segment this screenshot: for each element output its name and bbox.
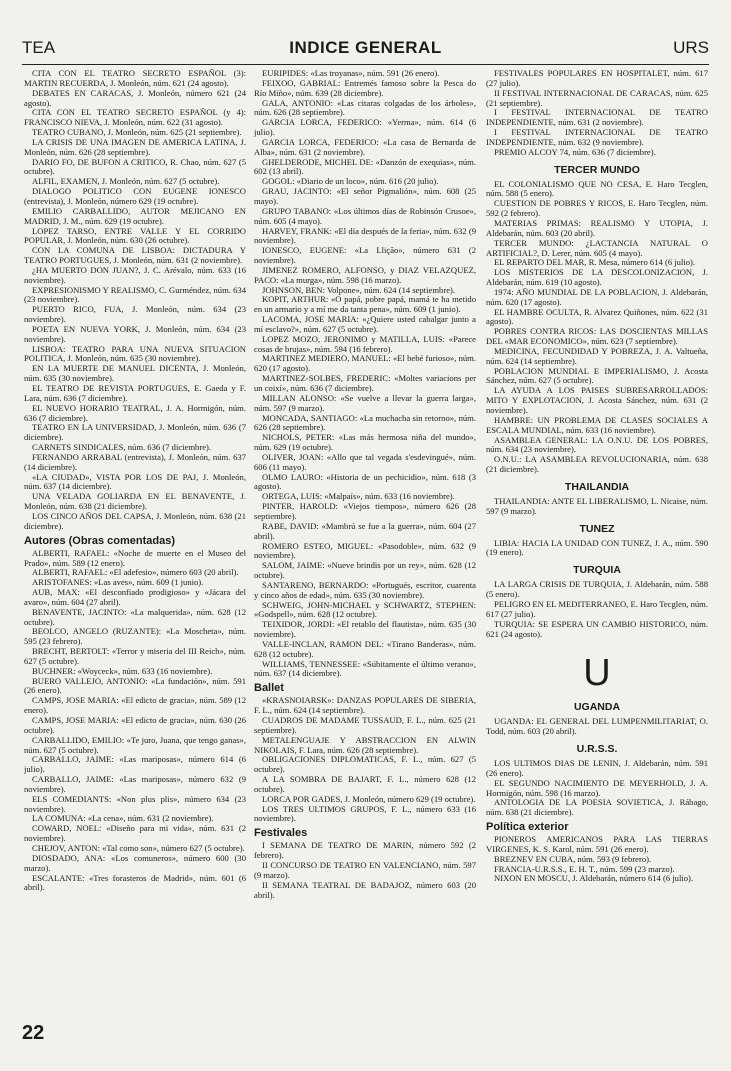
index-entry: TERCER MUNDO: ¿LACTANCIA NATURAL O ARTIFICIAL?, D. Lerer, núm. 605 (4 mayo). — [486, 237, 708, 258]
index-entry: FERNANDO ARRABAL (entrevista), J. Monleón, núm. 637 (14 diciembre). — [24, 451, 246, 472]
index-entry: ANTOLOGIA DE LA POESIA SOVIETICA, J. Rábago, núm. 638 (21 diciembre). — [486, 797, 708, 818]
header-left-guideword: TEA — [22, 38, 56, 57]
index-entry: GARCIA LORCA, FEDERICO: «La casa de Bernarda de Alba», núm. 631 (2 noviembre). — [254, 136, 476, 157]
index-entry: LA LARGA CRISIS DE TURQUIA, J. Aldebarán, núm. 588 (5 enero). — [486, 579, 708, 600]
index-entry: GALA, ANTONIO: «Las citaras colgadas de los árboles», núm. 626 (28 septiembre). — [254, 97, 476, 118]
index-entry: EL REPARTO DEL MAR, R. Mesa, número 614 (6 julio). — [494, 257, 696, 268]
index-entry: HAMBRE: UN PROBLEMA DE CLASES SOCIALES A ESCALA MUNDIAL, núm. 633 (16 noviembre). — [486, 414, 708, 435]
index-entry: CAMPS, JOSE MARIA: «El edicto de gracia», núm. 630 (26 octubre). — [24, 715, 246, 735]
index-entry: EXPRESIONISMO Y REALISMO, C. Gurméndez, núm. 634 (23 noviembre). — [24, 284, 246, 305]
index-entry: ALFIL, EXAMEN, J. Monleón, núm. 627 (5 octubre). — [32, 176, 220, 187]
index-entry: SALOM, JAIME: «Nueve brindis por un rey», núm. 628 (12 octubre). — [254, 560, 476, 581]
index-entry: LOPEZ MOZO, JERONIMO y MATILLA, LUIS: «Parece cosas de brujas», núm. 594 (16 febrero). — [254, 333, 476, 354]
tercer-mundo-list — [486, 180, 708, 475]
index-entry: LOS ULTIMOS DIAS DE LENIN, J. Aldebarán, núm. 591 (26 enero). — [486, 758, 708, 778]
uganda-list — [486, 717, 708, 737]
index-entry: PINTER, HAROLD: «Viejos tiempos», número 626 (28 septiembre). — [254, 501, 476, 521]
index-entry: ROMERO ESTEO, MIGUEL: «Pasodoble», núm. 632 (9 noviembre). — [254, 540, 476, 561]
index-entry: TEATRO EN LA UNIVERSIDAD, J. Monleón, núm. 636 (7 diciembre). — [24, 422, 246, 443]
section-letter-u: U — [583, 652, 611, 695]
page-header — [22, 38, 709, 62]
index-entry: EL HAMBRE OCULTA, R. Alvarez Quiñones, núm. 622 (31 agosto). — [486, 306, 708, 327]
politica-exterior-heading: Política exterior — [486, 821, 569, 834]
index-entry: POETA EN NUEVA YORK, J. Monleón, núm. 634 (23 noviembre). — [24, 323, 246, 344]
index-entry: KOPIT, ARTHUR: «O papá, pobre papá, mamá te ha metido en un armario y a mí me da tanta pena», núm. 609 (1 junio). — [254, 294, 476, 315]
uganda-heading: UGANDA — [573, 701, 621, 714]
index-entry: BRECHT, BERTOLT: «Terror y miseria del III Reich», núm. 627 (5 octubre). — [24, 646, 246, 666]
index-entry: ¿HA MUERTO DON JUAN?, J. C. Arévalo, núm. 633 (16 noviembre). — [24, 264, 246, 285]
index-entry: EMILIO CARBALLIDO, AUTOR MEJICANO EN MADRID, J. M., núm. 629 (19 octubre). — [24, 205, 246, 226]
header-rule — [22, 64, 709, 65]
index-entry: JOHNSON, BEN: Volpone», núm. 624 (14 septiembre). — [262, 284, 456, 295]
index-entry: I FESTIVAL INTERNACIONAL DE TEATRO INDEPENDIENTE, núm. 631 (2 noviembre). — [486, 107, 708, 128]
index-entry: GRUPO TABANO: «Los últimos días de Robinsón Crusoe», núm. 605 (4 mayo). — [254, 205, 476, 226]
index-entry: ALBERTI, RAFAEL: «Noche de muerte en el Museo del Prado», núm. 589 (12 enero). — [24, 547, 246, 568]
index-entry: LACOMA, JOSE MARIA: «¿Quiere usted cabalgar junto a mí esclavo?», núm. 627 (5 octubre). — [254, 314, 476, 334]
index-entry: ELS COMEDIANTS: «Non plus plis», número 634 (23 noviembre). — [24, 793, 246, 814]
teatro-list — [24, 69, 246, 532]
index-entry: PELIGRO EN EL MEDITERRANEO, E. Haro Tecglen, núm. 617 (27 julio). — [486, 598, 708, 619]
index-entry: LA AYUDA A LOS PAISES SUBRESARROLLADOS: MITO Y EXPLOTACION, J. Acosta Sánchez, núm. 631 (2 noviembre). — [486, 385, 708, 415]
column-1 — [24, 69, 246, 1029]
index-entry: TEIXIDOR, JORDI: «El retablo del flautista», núm. 635 (30 noviembre). — [254, 619, 476, 640]
column-3 — [486, 69, 708, 1029]
index-entry: EN LA MUERTE DE MANUEL DICENTA, J. Monleón, núm. 635 (30 noviembre). — [24, 363, 246, 384]
index-entry: DIALOGO POLITICO CON EUGENE IONESCO (entrevista), J. Monleón, número 629 (19 octubre). — [24, 186, 246, 206]
index-entry: BUERO VALLEJO, ANTONIO: «La fundación», núm. 591 (26 enero). — [24, 675, 246, 696]
festivales-heading: Festivales — [254, 827, 308, 840]
column-2 — [254, 69, 476, 1029]
index-entry: CAMPS, JOSE MARIA: «El edicto de gracia», núm. 589 (12 enero). — [24, 695, 246, 716]
index-entry: O.N.U.: LA ASAMBLEA REVOLUCIONARIA, núm. 638 (21 diciembre). — [486, 454, 708, 475]
index-entry: DIOSDADO, ANA: «Los comuneros», número 600 (30 marzo). — [24, 852, 246, 873]
index-entry: ASAMBLEA GENERAL: LA O.N.U. DE LOS POBRES, núm. 634 (23 noviembre). — [486, 434, 708, 455]
index-entry: HARVEY, FRANK: «El día después de la feria», núm. 632 (9 noviembre). — [254, 225, 476, 246]
urss-list — [486, 759, 708, 818]
index-entry: PIONEROS AMERICANOS PARA LAS TIERRAS VIRGENES, K. S. Karol, núm. 591 (26 enero). — [486, 834, 708, 854]
index-entry: ESCALANTE: «Tres forasteros de Madrid», núm. 601 (6 abril). — [24, 872, 246, 893]
index-entry: UNA VELADA GOLIARDA EN EL BENAVENTE, J. Monleón, núm. 638 (21 diciembre). — [24, 491, 246, 512]
index-entry: LOS MISTERIOS DE LA DESCOLONIZACION, J. Aldebarán, núm. 619 (10 agosto). — [486, 267, 708, 288]
index-entry: OLIVER, JOAN: «Allo que tal vegada s'esdevingué», núm. 606 (11 mayo). — [254, 451, 476, 472]
index-entry: BREZNEV EN CUBA, núm. 593 (9 febrero). — [494, 853, 652, 864]
index-entry: LA CRISIS DE UNA IMAGEN DE AMERICA LATINA, J. Monleón, núm. 626 (28 septiembre). — [24, 136, 246, 157]
header-right-guideword: URS — [673, 38, 709, 57]
politica-exterior-list — [486, 835, 708, 884]
index-entry: NIXON EN MOSCU, J. Aldebarán, número 614 (6 julio). — [494, 873, 694, 884]
index-entry: CITA CON EL TEATRO SECRETO ESPAÑOL (3): MARTIN RECUERDA, J. Monleón, núm. 621 (24 agosto). — [24, 69, 246, 88]
index-entry: CUESTION DE POBRES Y RICOS, E. Haro Tecglen, núm. 592 (2 febrero). — [486, 198, 708, 219]
index-entry: TURQUIA: SE ESPERA UN CAMBIO HISTORICO, núm. 621 (24 agosto). — [486, 618, 708, 639]
index-entry: GRAU, JACINTO: «El señor Pigmalión», núm. 608 (25 mayo). — [254, 186, 476, 206]
index-entry: LIBIA: HACIA LA UNIDAD CON TUNEZ, J. A., núm. 590 (19 enero). — [486, 537, 708, 558]
index-entry: GARCIA LORCA, FEDERICO: «Yerma», núm. 614 (6 julio). — [254, 117, 476, 138]
index-entry: OLMO LAURO: «Historia de un pechicidio», núm. 618 (3 agosto). — [254, 471, 476, 492]
index-entry: FEIXOO, GABRIAL: Entremés famoso sobre la Pesca do Río Miño», núm. 639 (28 diciembre). — [254, 77, 476, 98]
index-entry: LOS CINCO AÑOS DEL CAPSA, J. Monleón, núm. 638 (21 diciembre). — [24, 510, 246, 531]
urss-heading: U.R.S.S. — [576, 743, 618, 756]
index-entry: CARBALLO, JAIME: «Las mariposas», número 632 (9 noviembre). — [24, 774, 246, 794]
index-entry: RABE, DAVID: «Mambrú se fue a la guerra», núm. 604 (27 abril). — [254, 520, 476, 541]
tunez-list — [486, 539, 708, 559]
index-entry: GHELDERODE, MICHEL DE: «Danzón de exequias», núm. 602 (13 abril). — [254, 156, 476, 177]
tunez-heading: TUNEZ — [579, 522, 615, 535]
index-entry: IONESCO, EUGENE: «La Llição», número 631 (2 noviembre). — [254, 245, 476, 266]
index-entry: SCHWEIG, JOHN-MICHAEL y SCHWARTZ, STEPHEN: «Godspell», núm. 628 (12 octubre). — [254, 599, 476, 620]
index-entry: II CONCURSO DE TEATRO EN VALENCIANO, núm. 597 (9 marzo). — [254, 859, 476, 880]
index-entry: MILLAN ALONSO: «Se vuelve a llevar la guerra larga», núm. 597 (9 marzo). — [254, 392, 476, 413]
index-entry: LOPEZ TARSO, ENTRE VALLE Y EL CORRIDO POPULAR, J. Monleón, núm. 630 (26 octubre). — [24, 225, 246, 246]
index-entry: POBLACION MUNDIAL E IMPERIALISMO, J. Acosta Sánchez, núm. 627 (5 octubre). — [486, 365, 708, 386]
index-entry: VALLE-INCLAN, RAMON DEL: «Tirano Banderas», núm. 628 (12 octubre). — [254, 638, 476, 659]
index-entry: EL COLONIALISMO QUE NO CESA, E. Haro Tecglen, núm. 588 (5 enero). — [486, 178, 708, 199]
page-number: 22 — [22, 1022, 45, 1044]
tercer-mundo-heading: TERCER MUNDO — [554, 163, 640, 176]
thailandia-heading: THAILANDIA — [564, 480, 630, 493]
index-entry: «LA CIUDAD», VISTA POR LOS DE PAJ, J. Monleón, núm. 637 (14 diciembre). — [24, 471, 246, 492]
index-entry: I SEMANA DE TEATRO DE MARIN, número 592 (2 febrero). — [254, 840, 476, 861]
index-entry: CHEJOV, ANTON: «Tal como son», número 627 (5 octubre). — [32, 842, 245, 853]
index-entry: EL SEGUNDO NACIMIENTO DE MEYERHOLD, J. A. Hormigón, núm. 598 (16 marzo). — [486, 777, 708, 798]
index-entry: PREMIO ALCOY 74, núm. 636 (7 diciembre). — [494, 146, 656, 157]
index-entry: 1974: AÑO MUNDIAL DE LA POBLACION, J. Aldebarán, núm. 620 (17 agosto). — [486, 286, 708, 307]
index-entry: EL TEATRO DE REVISTA PORTUGUES, E. Gaeda y F. Lara, núm. 636 (7 diciembre). — [24, 383, 246, 403]
index-entry: MARTINEZ-SOLBES, FREDERIC: «Moltes variacions per un coixí», núm. 636 (7 diciembre). — [254, 373, 476, 393]
index-entry: POBRES CONTRA RICOS: LAS DOSCIENTAS MILLAS DEL «MAR ECONOMICO», núm. 623 (7 septiembre). — [486, 326, 708, 347]
index-entry: CUADROS DE MADAME TUSSAUD, F. L., núm. 625 (21 septiembre). — [254, 715, 476, 735]
index-entry: CON LA COMUNA DE LISBOA: DICTADURA Y TEATRO PORTUGUES, J. Monleón, núm. 631 (2 noviembre). — [24, 245, 246, 266]
ballet-list — [254, 696, 476, 824]
index-entry: PUERTO RICO, FUA, J. Monleón, núm. 634 (23 noviembre). — [24, 304, 246, 325]
index-entry: MATERIAS PRIMAS: REALISMO Y UTOPIA, J. Aldebarán, núm. 603 (20 abril). — [486, 217, 708, 238]
index-entry: TEATRO CUBANO, J. Monleón, núm. 625 (21 septiembre). — [32, 127, 242, 138]
turquia-list — [486, 580, 708, 639]
index-entry: CARNETS SINDICALES, núm. 636 (7 diciembre). — [32, 442, 212, 453]
index-entry: LISBOA: TEATRO PARA UNA NUEVA SITUACION POLITICA, J. Monleón, núm. 635 (30 noviembre). — [24, 343, 246, 364]
index-entry: AUB, MAX: «El desconfiado prodigioso» y «Jácara del avaro», núm. 604 (27 abril). — [24, 587, 246, 607]
index-entry: ALBERTI, RAFAEL: «El adefesio», número 603 (20 abril). — [32, 567, 239, 578]
autores-list-continued — [254, 69, 476, 679]
autores-heading: Autores (Obras comentadas) — [24, 534, 175, 547]
index-entry: CARBALLIDO, EMILIO: «Te juro, Juana, que tengo ganas», núm. 627 (5 octubre). — [24, 734, 246, 755]
index-entry: MARTINEZ MEDIERO, MANUEL: «El bebé furioso», núm. 620 (17 agosto). — [254, 353, 476, 374]
index-entry: BENAVENTE, JACINTO: «La malquerida», núm. 628 (12 octubre). — [24, 606, 246, 627]
header-title: INDICE GENERAL — [289, 38, 442, 57]
thailandia-list — [486, 497, 708, 517]
index-entry: OBLIGACIONES DIPLOMATICAS, F. L., núm. 627 (5 octubre). — [254, 754, 476, 775]
turquia-heading: TURQUIA — [573, 564, 621, 577]
index-entry: ORTEGA, LUIS: «Malpaís», núm. 633 (16 noviembre). — [262, 491, 455, 502]
index-entry: CARBALLO, JAIME: «Las mariposas», número 614 (6 julio). — [24, 754, 246, 775]
index-entry: EL NUEVO HORARIO TEATRAL, J. A. Hormigón, núm. 636 (7 diciembre). — [24, 402, 246, 423]
festivales-list — [254, 841, 476, 900]
index-entry: EURIPIDES: «Las troyanas», núm. 591 (26 enero). — [262, 69, 440, 78]
index-entry: BEOLCO, ANGELO (RUZANTE): «La Moscheta», núm. 595 (23 febrero). — [24, 626, 246, 647]
index-entry: CITA CON EL TEATRO SECRETO ESPAÑOL (y 4): FRANCISCO NIEVA, J. Monleón, núm. 622 (31 agosto). — [24, 107, 246, 128]
index-entry: LA COMUNA: «La cena», núm. 631 (2 noviembre). — [32, 813, 214, 824]
index-entry: MEDICINA, FECUNDIDAD Y POBREZA, J. A. Valtueña, núm. 624 (14 septiembre). — [486, 345, 708, 366]
index-entry: A LA SOMBRA DE BAJART, F. L., número 628 (12 octubre). — [254, 774, 476, 794]
index-entry: DEBATES EN CARACAS, J. Monleón, número 621 (24 agosto). — [24, 87, 246, 108]
index-entry: MONCADA, SANTIAGO: «La muchacha sin retorno», núm. 626 (28 septiembre). — [254, 412, 476, 433]
ballet-heading: Ballet — [254, 682, 284, 695]
index-entry: COWARD, NOEL: «Diseño para mi vida», núm. 631 (2 noviembre). — [24, 823, 246, 844]
index-entry: NICHOLS, PETER: «Las más hermosa niña del mundo», núm. 629 (19 octubre). — [254, 432, 476, 453]
index-entry: LOS TRES ULTIMOS GRUPOS, F. L., número 633 (16 noviembre). — [254, 803, 476, 824]
index-entry: FESTIVALES POPULARES EN HOSPITALET, núm. 617 (27 julio). — [486, 69, 708, 88]
index-entry: LORCA POR GADES, J. Monleón, número 629 (19 octubre). — [262, 793, 476, 804]
index-entry: THAILANDIA: ANTE EL LIBERALISMO, L. Nicaise, núm. 597 (9 marzo). — [486, 495, 708, 516]
index-entry: DARIO FO, DE BUFON A CRITICO, R. Chao, núm. 627 (5 octubre). — [24, 156, 246, 177]
index-entry: UGANDA: EL GENERAL DEL LUMPENMILITARIAT, O. Todd, núm. 603 (20 abril). — [486, 716, 708, 737]
index-entry: FRANCIA-U.R.S.S., E. H. T., núm. 599 (23 marzo). — [494, 863, 675, 874]
index-entry: WILLIAMS, TENNESSEE: «Súbitamente el último verano», núm. 637 (14 diciembre). — [254, 658, 476, 679]
index-entry: BUCHNER: «Woyceck», núm. 633 (16 noviembre). — [32, 665, 213, 676]
index-entry: GOGOL: «Diario de un loco», núm. 616 (20 julio). — [262, 176, 439, 187]
index-entry: SANTARENO, BERNARDO: «Portugués, escritor, cuarenta y cinco años de edad», núm. 635 (30 noviembre). — [254, 579, 476, 600]
autores-list — [24, 549, 246, 894]
index-entry: METALENGUAJE Y ABSTRACCION EN ALWIN NIKOLAIS, F. Lara, núm. 626 (28 septiembre). — [254, 734, 476, 755]
index-entry: JIMENEZ ROMERO, ALFONSO, y DIAZ VELAZQUEZ, PACO: «La murga», núm. 598 (16 marzo). — [254, 264, 476, 285]
index-entry: II FESTIVAL INTERNACIONAL DE CARACAS, núm. 625 (21 septiembre). — [486, 87, 708, 108]
index-entry: II SEMANA TEATRAL DE BADAJOZ, número 603 (20 abril). — [254, 879, 476, 900]
festivales-list-continued — [486, 69, 708, 158]
index-entry: ARISTOFANES: «Las aves», núm. 609 (1 junio). — [32, 577, 204, 588]
index-entry: I FESTIVAL INTERNACIONAL DE TEATRO INDEPENDIENTE, núm. 632 (9 noviembre). — [486, 127, 708, 147]
index-entry: «KRASNOIARSK»: DANZAS POPULARES DE SIBERIA, F. L., núm. 624 (14 septiembre). — [254, 695, 476, 716]
